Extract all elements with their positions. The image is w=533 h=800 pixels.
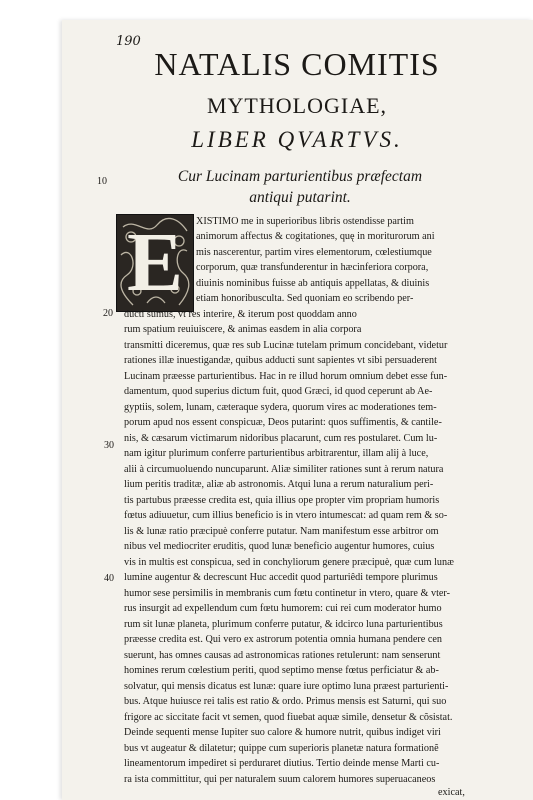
subtitle: MYTHOLOGIAE, (206, 93, 388, 118)
chapter-heading (150, 166, 450, 208)
text-line: damentum, quod superius dictum fuit, quod Græci, id quod ceperunt ab Ae- (124, 386, 433, 397)
text-line: ra ista committitur, qui per naturalem suum calorem humores superuacaneos (124, 774, 436, 785)
drop-cap-letter: E (126, 216, 184, 309)
chapter-heading-line: antiqui putarint. (249, 189, 351, 206)
text-line: porum apud nos essent conspicuæ, Deos putarint: quos suffimentis, & cantile- (124, 417, 442, 428)
margin-line-number: 20 (103, 308, 113, 319)
text-line: Deinde sequenti mense Iupiter suo calore & humore nutrit, quibus indiget viri (124, 727, 441, 738)
text-line: corporum, quæ transfunderentur in hæcinferiora corpora, (196, 262, 429, 273)
text-line: frigore ac siccitate facit vt semen, quod fiuebat aquæ simile, densetur & cõsistat. (124, 712, 453, 723)
text-line: lumine augentur & decrescunt Huc accedit quod parturiêdi tempore plurimus (124, 572, 438, 583)
margin-line-number: 40 (104, 573, 114, 584)
text-line: Lucinam præesse parturientibus. Hac in re illud horum omnium debet esse fun- (124, 371, 448, 382)
text-line: bus. Atque huiusce rei talis est ratio & ordo. Primus mensis est Saturni, qui suo (124, 696, 447, 707)
text-line: bus vt augeatur & dilatetur; quippe cum superioris planetæ natura formationẽ (124, 743, 439, 754)
chapter-heading-line: Cur Lucinam parturientibus præfectam (177, 168, 423, 185)
text-line: homines rerum cœlestium periti, quod septimo mense fœtus perficiatur & ab- (124, 665, 439, 676)
margin-line-number: 30 (104, 440, 114, 451)
text-line: nibus vel mediocriter eruditis, quod lunæ beneficio augentur humores, cuius (124, 541, 435, 552)
page-number: 190 (116, 34, 141, 49)
text-line: vis in multis est conspicua, sed in conchyliorum genere præcipuè, quæ cum lunæ (124, 557, 454, 568)
text-line: tis partubus præesse credita est, quia illius ope propter vim propriam humoris (124, 495, 440, 506)
running-title: NATALIS COMITIS (154, 46, 440, 82)
decorated-initial (116, 214, 194, 312)
text-line: diuinis nominibus fuisse ab antiquis appellatas, & diuinis (196, 278, 430, 289)
text-line: gyptiis, solem, lunam, cæteraque sydera, quorum vires ac moderationes tem- (124, 402, 437, 413)
text-line: rus insurgit ad expellendum cum fœtu humorem: cui rei cum moderator humo (124, 603, 442, 614)
text-line: mis nascerentur, partim vires elementorum, cœlestiumque (196, 247, 432, 258)
margin-line-number: 10 (97, 176, 107, 187)
text-line: suerunt, has omnes causas ad astronomicas rationes retulerunt: nam senserunt (124, 650, 441, 661)
text-line: animorum affectus & cogitationes, quę in moriturorum ani (196, 231, 435, 242)
text-line: ducti sumus, vt res interire, & iterum post quoddam anno (124, 309, 357, 320)
text-line: rum sit lunæ planeta, plurimum conferre putatur, & idcirco luna parturientibus (124, 619, 443, 630)
catchword: exicat, (438, 787, 465, 798)
text-line: alii à circumuoluendo nuncuparunt. Aliæ similiter rationes sunt à rerum natura (124, 464, 444, 475)
text-line: lium peritis traditæ, aliæ ab astronomis. Atqui luna a rerum naturalium peri- (124, 479, 434, 490)
text-line: rum spatium reuiuiscere, & animas easdem in alia corpora (124, 324, 362, 335)
text-line: nis, & cæsarum victimarum nidoribus placarunt, cum res postularet. Cum lu- (124, 433, 438, 444)
text-line: lineamentorum impediret si perduraret diutius. Tertio deinde mense Marti cu- (124, 758, 440, 769)
text-line: humor sese persimilis in membranis cum fœtu continetur in vtero, quare & vter- (124, 588, 450, 599)
text-line: præesse credita est. Qui vero ex astrorum potentia omnia humana pendere cen (124, 634, 442, 645)
text-line: XISTIMO me in superioribus libris ostendisse partim (196, 216, 414, 227)
text-line: etiam honoribusculta. Sed quoniam eo scribendo per- (196, 293, 414, 304)
text-line: nam igitur plurimum conferre parturientibus arbitrarentur, illam alij à luce, (124, 448, 429, 459)
text-line: lis & lunæ ratio præcipuè conferre putatur. Nam manifestum esse arbitror om (124, 526, 439, 537)
text-line: fœtus adiuuetur, cum illius beneficio is in vtero intumescat: ad quam rem & so- (124, 510, 448, 521)
text-line: transmitti diceremus, quæ res sub Lucinæ tutelam primum concidebant, videtur (124, 340, 448, 351)
text-line: rationes illæ inuestigandæ, quibus adducti sunt sapientes vt sibi persuaderent (124, 355, 437, 366)
text-line: solvatur, qui mensis dicatus est lunæ: quare iure optimo luna præest parturienti- (124, 681, 449, 692)
book-title: LIBER QVARTVS. (191, 127, 403, 152)
